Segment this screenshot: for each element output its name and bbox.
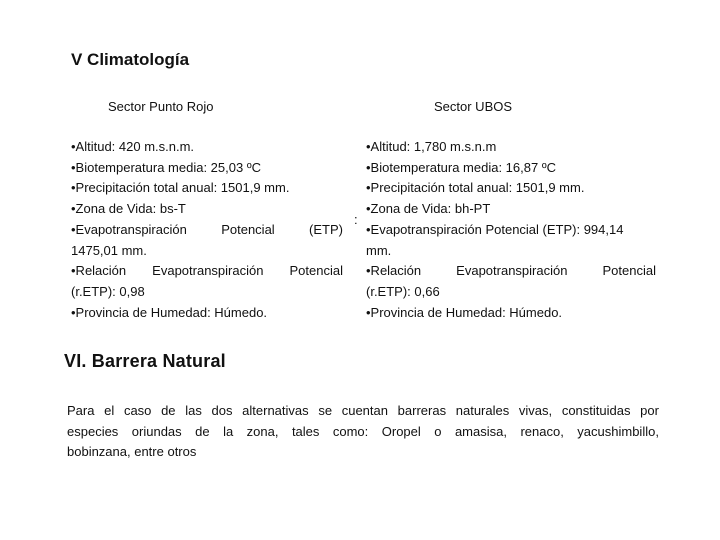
- section-title-barrera-natural: VI. Barrera Natural: [64, 351, 226, 371]
- section-title-climatologia: V Climatología: [71, 50, 190, 69]
- word: renaco,: [520, 423, 564, 439]
- ubos-column: [366, 137, 656, 323]
- word: la: [223, 423, 234, 439]
- punto-rojo-biotemperatura: •Biotemperatura media: 25,03 ºC: [71, 159, 261, 175]
- word: Potencial: [221, 221, 275, 237]
- punto-rojo-zona-vida: •Zona de Vida: bs-T: [71, 201, 186, 217]
- word: zona,: [246, 423, 279, 439]
- word: constituidas: [561, 403, 631, 418]
- word: Potencial: [289, 263, 343, 279]
- punto-rojo-altitud: •Altitud: 420 m.s.n.m.: [71, 139, 195, 154]
- punto-rojo-provincia: •Provincia de Humedad: Húmedo.: [71, 304, 268, 320]
- punto-rojo-column: [71, 137, 343, 323]
- punto-rojo-etp-value: 1475,01 mm.: [71, 242, 147, 258]
- word: dos: [211, 403, 233, 418]
- word: alternativas: [242, 403, 309, 418]
- stray-colon: :: [354, 212, 358, 227]
- subtitle-sector-punto-rojo: Sector Punto Rojo: [108, 99, 214, 114]
- word: de: [161, 403, 176, 418]
- paragraph-last-line: bobinzana, entre otros: [67, 444, 197, 459]
- ubos-zona-vida: •Zona de Vida: bh-PT: [366, 201, 491, 217]
- word: (ETP): [309, 221, 343, 237]
- word: Evapotranspiración: [152, 263, 264, 279]
- ubos-precipitacion: •Precipitación total anual: 1501,9 mm.: [366, 180, 585, 196]
- word: yacushimbillo,: [577, 423, 659, 439]
- word: de: [195, 423, 210, 439]
- paragraph-line-2: [67, 422, 659, 443]
- word: •Relación: [71, 263, 127, 279]
- punto-rojo-relacion-value: (r.ETP): 0,98: [71, 283, 145, 299]
- word: •Relación: [366, 263, 422, 279]
- word: se: [318, 403, 333, 418]
- word: cuentan: [341, 403, 388, 418]
- word: oriundas: [131, 423, 182, 439]
- word: por: [640, 403, 659, 418]
- word: el: [104, 403, 115, 418]
- subtitle-sector-ubos: Sector UBOS: [434, 99, 513, 114]
- ubos-provincia: •Provincia de Humedad: Húmedo.: [366, 304, 563, 320]
- punto-rojo-relacion-line: [71, 261, 343, 282]
- word: Oropel: [381, 423, 421, 439]
- word: Evapotranspiración: [456, 263, 568, 279]
- word: o: [434, 423, 442, 439]
- word: amasisa,: [454, 423, 507, 439]
- ubos-altitud: •Altitud: 1,780 m.s.n.m: [366, 139, 497, 154]
- ubos-etp-line: •Evapotranspiración Potencial (ETP): 994,14: [366, 221, 624, 237]
- paragraph-line-3: [67, 442, 659, 463]
- word: barreras: [397, 403, 447, 418]
- word: caso: [123, 403, 152, 418]
- barrera-natural-paragraph: [67, 401, 659, 463]
- word: tales: [291, 423, 320, 439]
- ubos-relacion-value: (r.ETP): 0,66: [366, 283, 440, 299]
- word: especies: [67, 423, 119, 439]
- ubos-relacion-line: [366, 261, 656, 282]
- word: •Evapotranspiración: [71, 221, 187, 237]
- word: las: [185, 403, 202, 418]
- ubos-etp-value: mm.: [366, 242, 392, 258]
- paragraph-line-1: [67, 401, 659, 422]
- ubos-biotemperatura: •Biotemperatura media: 16,87 ºC: [366, 159, 556, 175]
- word: Para: [67, 403, 95, 418]
- word: como:: [332, 423, 369, 439]
- punto-rojo-etp-line: [71, 220, 343, 241]
- word: vivas,: [518, 403, 553, 418]
- word: naturales: [455, 403, 510, 418]
- word: Potencial: [602, 263, 656, 279]
- punto-rojo-precipitacion: •Precipitación total anual: 1501,9 mm.: [71, 180, 290, 196]
